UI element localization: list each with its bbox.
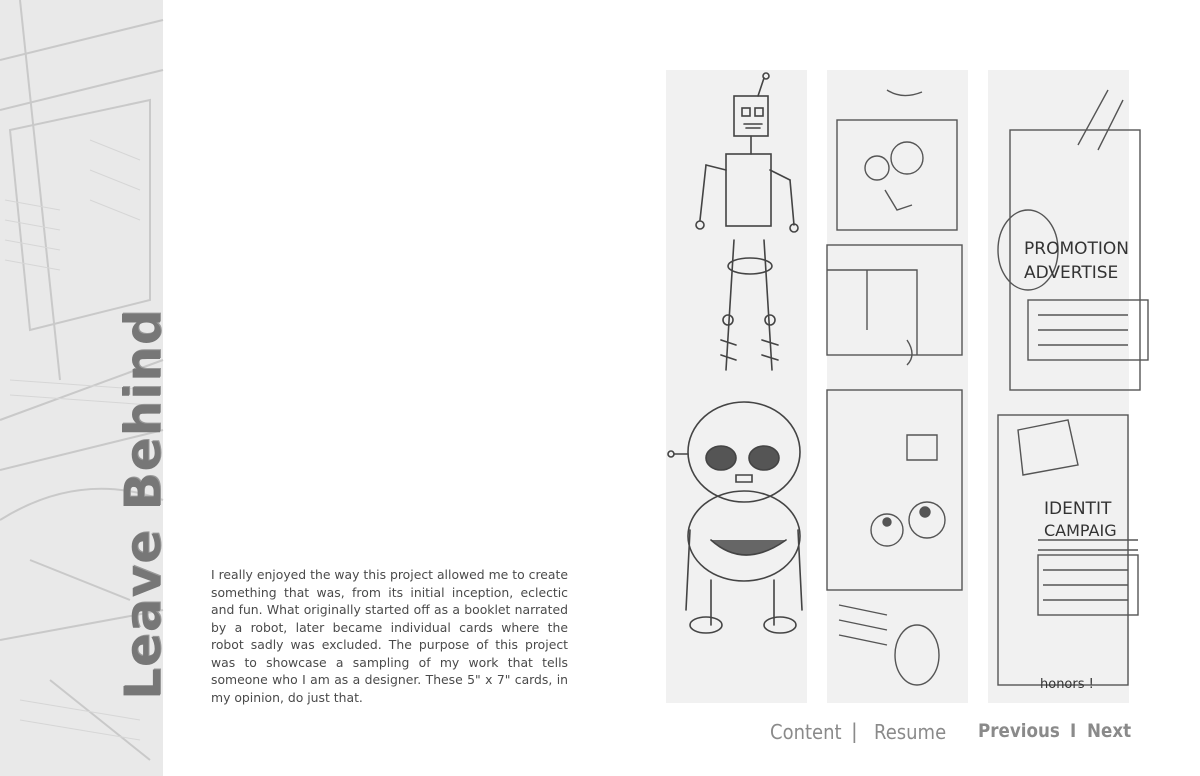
nav-content-link[interactable]: Content [770,720,842,744]
sketch-panel-robot [666,70,807,703]
layout-sketch [988,70,1129,703]
sketch-panel-storyboard [827,70,968,703]
sketch-text-promotion: PROMOTION [1024,239,1129,259]
project-description: I really enjoyed the way this project allowed me to create something that was, from its initial inception, eclectic and fun. What originally started off as a booklet narrated by a robot, later became individual cards where the robot sadly was excluded. The purpose of this project was to showcase a sampling of my work that tells someone who I am as a designer. These 5" x 7" cards, in my opinion, do just that. [211,567,568,705]
side-title: Leave Behind [114,308,172,700]
nav-separator: | [851,719,858,743]
nav-previous-link[interactable]: Previous [978,720,1060,742]
sketch-text-honors: honors ! [1040,677,1094,692]
storyboard-sketch [827,70,968,703]
sketch-panel-layouts [988,70,1129,703]
robot-sketch [666,70,807,703]
nav-next-link[interactable]: Next [1087,720,1132,742]
sketch-text-identity: IDENTIT [1044,499,1112,519]
sketch-text-advertise: ADVERTISE [1024,263,1119,283]
sketch-text-campaign: CAMPAIG [1044,521,1117,540]
side-sketch-strip [0,0,172,776]
nav-resume-link[interactable]: Resume [874,720,947,744]
nav-separator-bold: I [1070,720,1077,742]
